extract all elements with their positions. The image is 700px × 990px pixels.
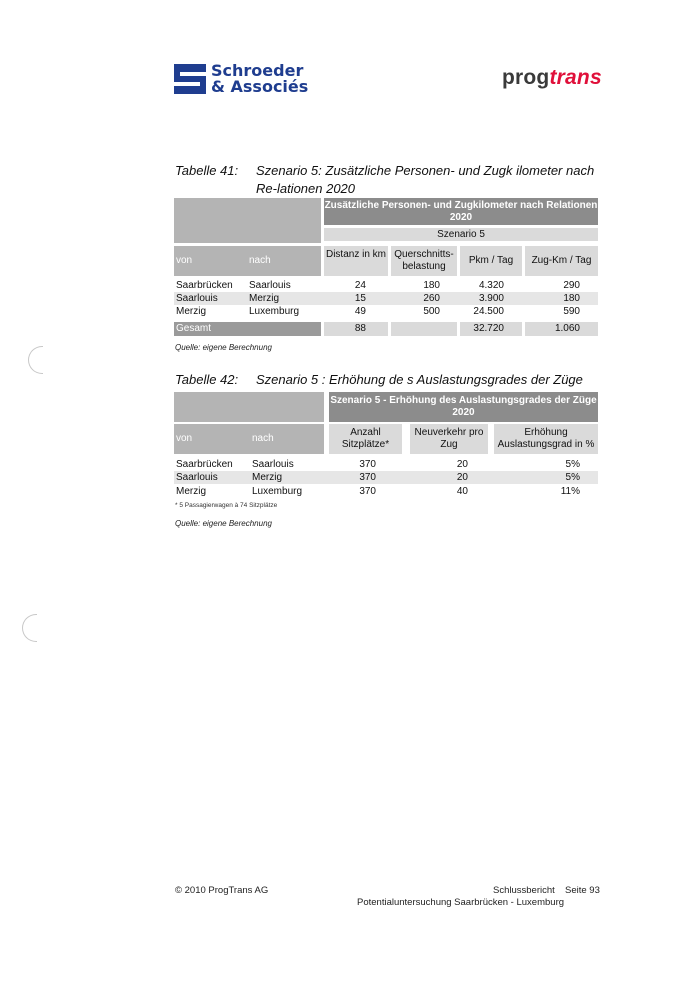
row-pkm: 24.500: [473, 306, 504, 317]
table42-source: Quelle: eigene Berechnung: [175, 519, 272, 528]
company-logo-text: [211, 63, 308, 95]
table41-caption-text: Szenario 5: Zusätzliche Personen- und Zugk ilometer nach Re-lationen 2020: [256, 163, 595, 196]
row-neuverkehr: 40: [456, 486, 468, 497]
table42-col-neuverkehr: Neuverkehr pro Zug: [410, 424, 488, 454]
row-querschnitt: 260: [423, 293, 440, 304]
row-zugkm: 590: [563, 306, 580, 317]
row-von: Saarbrücken: [176, 280, 233, 291]
row-von: Merzig: [176, 306, 207, 317]
total-zugkm: 1.060: [554, 323, 580, 334]
footer-page: Seite 93: [565, 885, 600, 896]
row-nach: Merzig: [252, 472, 283, 483]
total-distanz: 88: [354, 323, 366, 334]
table41-header-blank: [174, 198, 321, 243]
row-distanz: 15: [354, 293, 366, 304]
table42-caption-number: Tabelle 42:: [175, 372, 239, 387]
table42-col-sitzplaetze: Anzahl Sitzplätze*: [329, 424, 402, 454]
table42-header-blank: [174, 392, 324, 422]
footer-copyright: © 2010 ProgTrans AG: [175, 885, 269, 896]
table41-caption-number: Tabelle 41:: [175, 163, 239, 178]
row-von: Saarbrücken: [176, 459, 233, 470]
total-pkm: 32.720: [473, 323, 504, 334]
row-nach: Luxemburg: [249, 306, 300, 317]
row-nach: Merzig: [249, 293, 280, 304]
brand-prog: prog: [502, 66, 550, 89]
table42-caption-text: Szenario 5 : Erhöhung de s Auslastungsgrades der Züge: [256, 372, 583, 387]
punch-hole: [28, 346, 43, 374]
logo-line2: & Associés: [211, 77, 309, 96]
row-distanz: 49: [354, 306, 366, 317]
table41-col-zugkm: Zug-Km / Tag: [525, 246, 598, 276]
row-querschnitt: 180: [423, 280, 440, 291]
row-distanz: 24: [354, 280, 366, 291]
row-neuverkehr: 20: [456, 459, 468, 470]
table42-group-header: Szenario 5 - Erhöhung des Auslastungsgrades der Züge 2020: [329, 392, 598, 422]
table41-col-von: von: [174, 246, 249, 276]
logo-line1: Schroeder: [211, 61, 304, 80]
footer-subtitle: Potentialuntersuchung Saarbrücken - Luxemburg: [357, 897, 565, 908]
row-nach: Luxemburg: [252, 486, 303, 497]
row-sitzplaetze: 370: [359, 472, 376, 483]
total-bg: [391, 322, 457, 336]
row-querschnitt: 500: [423, 306, 440, 317]
table42-footnote: * 5 Passagierwagen à 74 Sitzplätze: [175, 502, 278, 509]
table41-source: Quelle: eigene Berechnung: [175, 343, 272, 352]
row-von: Merzig: [176, 486, 207, 497]
footer-report: Schlussbericht: [493, 885, 555, 896]
row-nach: Saarlouis: [249, 280, 291, 291]
row-von: Saarlouis: [176, 293, 218, 304]
row-sitzplaetze: 370: [359, 486, 376, 497]
row-neuverkehr: 20: [456, 472, 468, 483]
row-sitzplaetze: 370: [359, 459, 376, 470]
table42-col-nach: nach: [252, 424, 324, 454]
table42-col-erhoehung: Erhöhung Auslastungsgrad in %: [494, 424, 598, 454]
row-zugkm: 180: [563, 293, 580, 304]
table41-col-pkm: Pkm / Tag: [460, 246, 522, 276]
table41-scenario-label: Szenario 5: [324, 228, 598, 241]
schroeder-logo-icon: [174, 64, 206, 94]
table42-col-von: von: [174, 424, 252, 454]
row-von: Saarlouis: [176, 472, 218, 483]
total-label: Gesamt: [176, 323, 212, 334]
row-erhoehung: 5%: [565, 472, 580, 483]
table41-group-header: Zusätzliche Personen- und Zugkilometer nach Relationen 2020: [324, 200, 598, 223]
row-zugkm: 290: [563, 280, 580, 291]
row-nach: Saarlouis: [252, 459, 294, 470]
table41-col-nach: nach: [249, 246, 321, 276]
row-pkm: 3.900: [478, 293, 504, 304]
progtrans-logo: [502, 66, 602, 90]
row-erhoehung: 5%: [565, 459, 580, 470]
table41-col-distanz: Distanz in km: [324, 246, 388, 276]
row-pkm: 4.320: [478, 280, 504, 291]
table41-col-querschnitt: Querschnitts-belastung: [391, 246, 457, 276]
row-erhoehung: 11%: [560, 486, 580, 497]
brand-trans: trans: [549, 66, 602, 89]
punch-hole: [22, 614, 37, 642]
